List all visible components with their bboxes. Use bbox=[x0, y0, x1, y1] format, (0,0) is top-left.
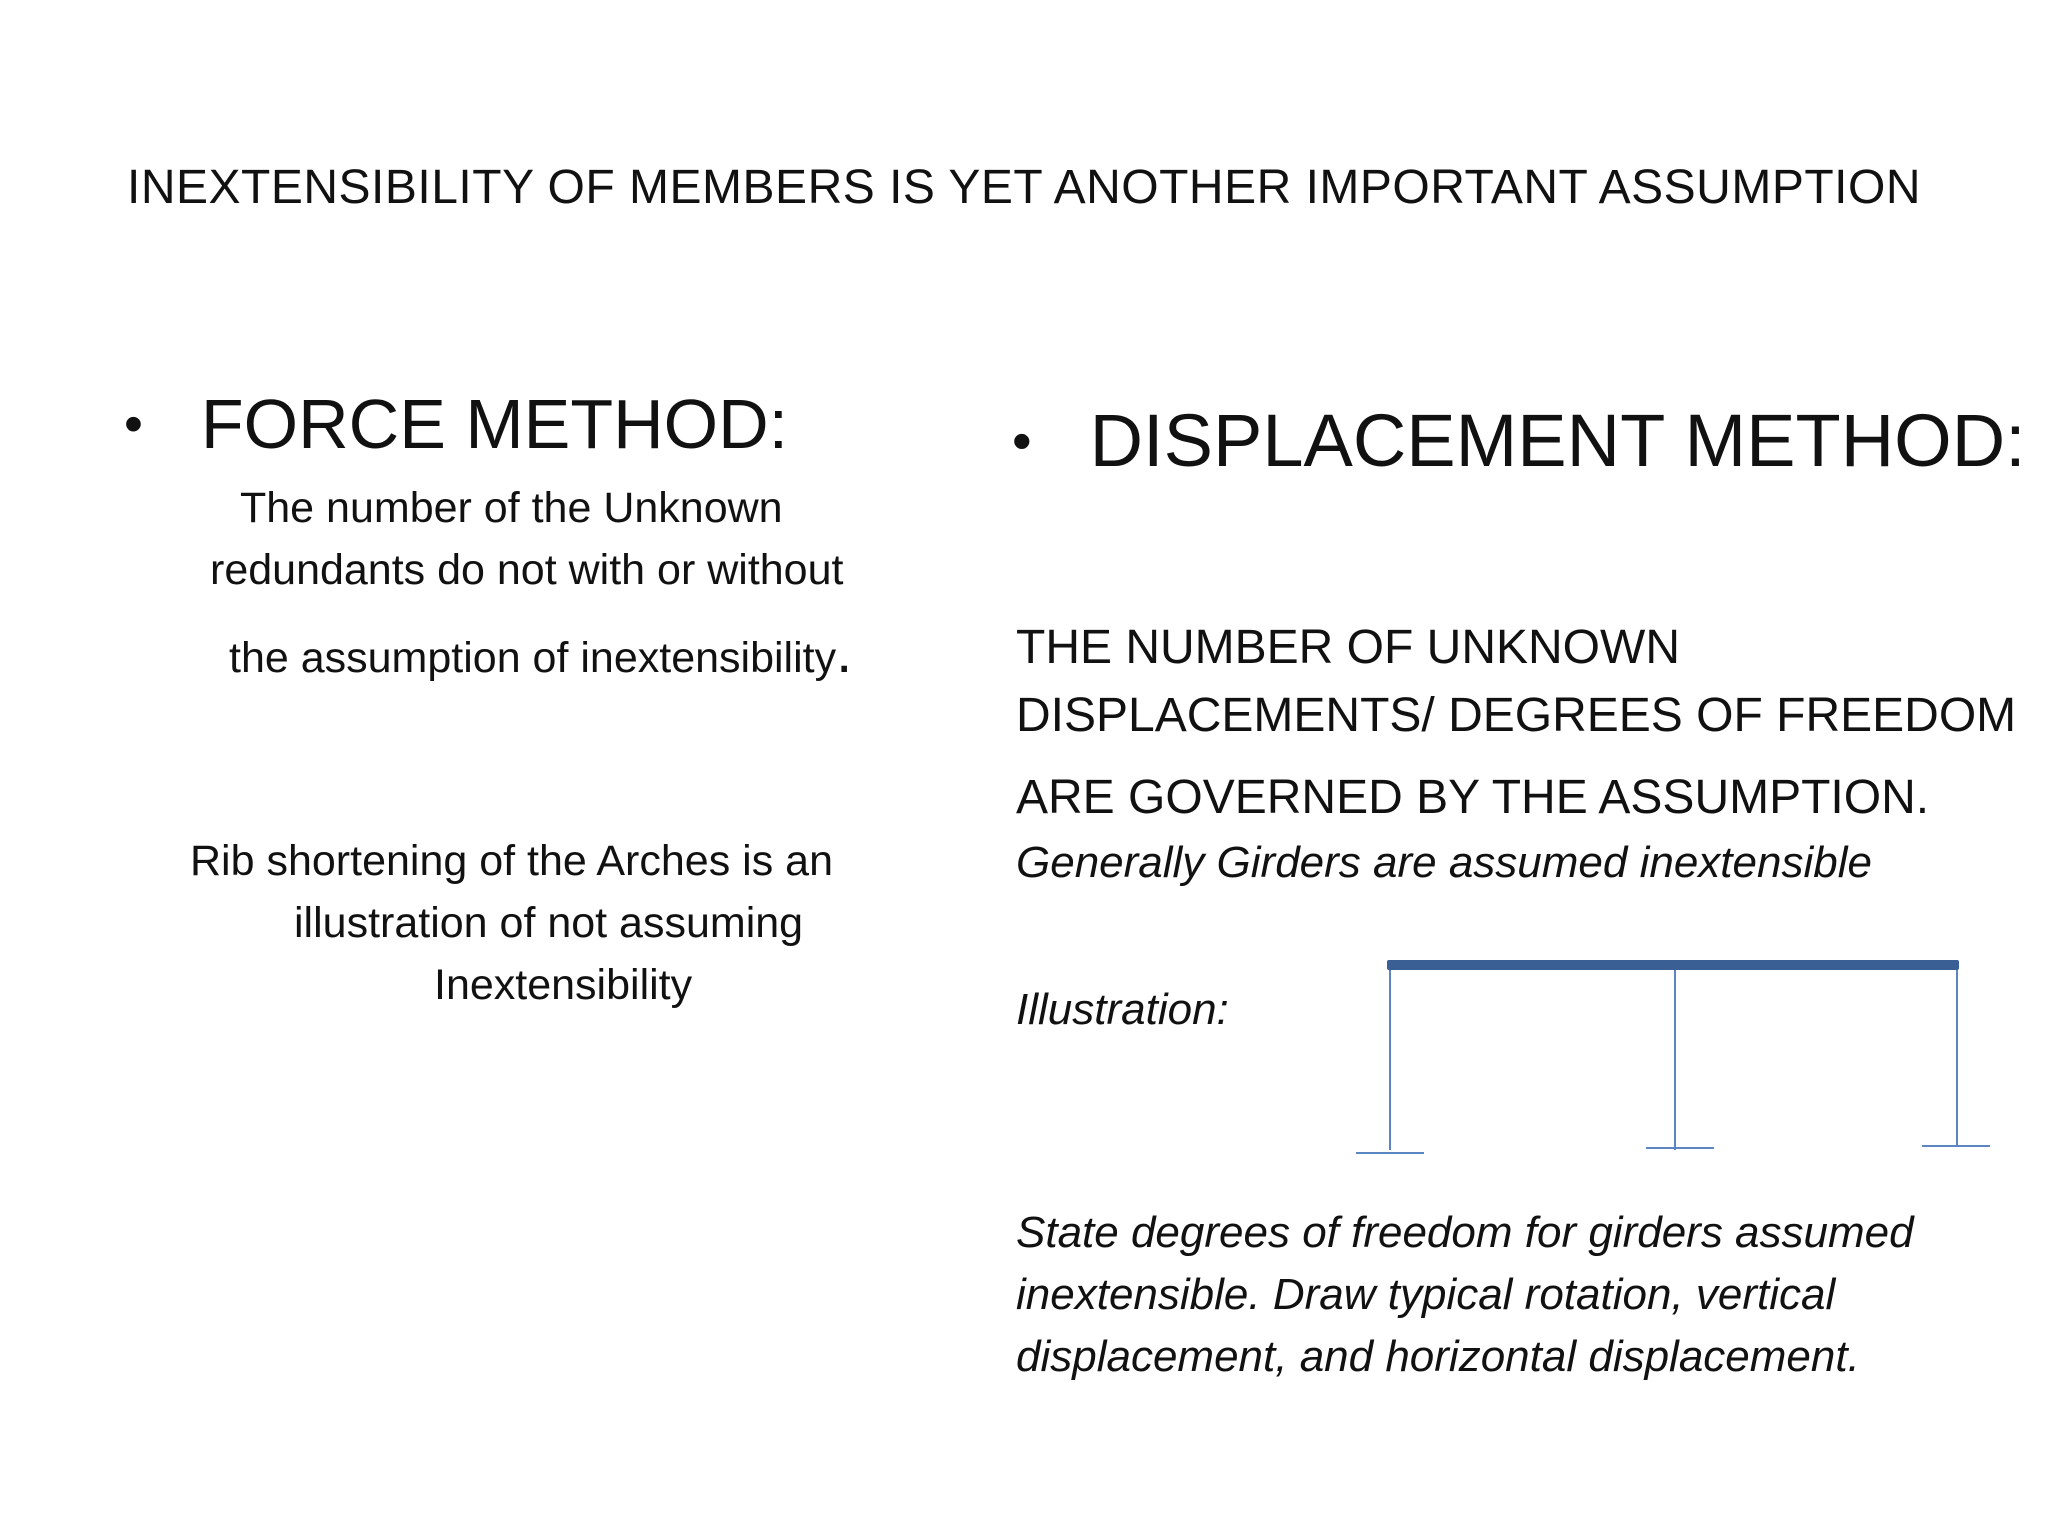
displacement-method-heading bbox=[1012, 398, 2026, 483]
girders-note: Generally Girders are assumed inextensible bbox=[1016, 838, 1872, 887]
force-method-line-2: redundants do not with or without bbox=[210, 546, 844, 594]
force-method-line-3 bbox=[208, 620, 968, 685]
girder-beam bbox=[1387, 960, 1959, 970]
portal-frame-diagram bbox=[1340, 950, 2000, 1170]
illustration-label: Illustration: bbox=[1016, 985, 1229, 1034]
bullet-icon: • bbox=[1012, 409, 1032, 472]
rib-shortening-paragraph bbox=[190, 830, 930, 1016]
force-method-line-1: The number of the Unknown bbox=[240, 484, 783, 532]
displacement-method-heading-text: DISPLACEMENT METHOD: bbox=[1089, 399, 2026, 482]
rib-shortening-line-1: Rib shortening of the Arches is an bbox=[190, 837, 833, 885]
displacement-body-line-1: THE NUMBER OF UNKNOWN bbox=[1016, 621, 1680, 674]
bullet-icon: • bbox=[124, 394, 143, 454]
force-method-heading bbox=[124, 384, 788, 464]
displacement-body-line-2: DISPLACEMENTS/ DEGREES OF FREEDOM bbox=[1016, 689, 2017, 742]
rib-shortening-line-2: illustration of not assuming bbox=[294, 899, 804, 947]
force-method-paragraph bbox=[208, 484, 968, 683]
task-line-1: State degrees of freedom for girders assumed bbox=[1016, 1208, 1914, 1257]
displacement-body-line-3: ARE GOVERNED BY THE ASSUMPTION. bbox=[1016, 771, 1930, 824]
force-method-line-3-period: . bbox=[836, 620, 853, 685]
force-method-heading-text: FORCE METHOD: bbox=[200, 385, 789, 463]
rib-shortening-line-3: Inextensibility bbox=[434, 961, 693, 1009]
task-line-2: inextensible. Draw typical rotation, vertical bbox=[1016, 1270, 1836, 1319]
slide-title: INEXTENSIBILITY OF MEMBERS IS YET ANOTHER IMPORTANT ASSUMPTION bbox=[126, 161, 1921, 214]
force-method-line-3-text: the assumption of inextensibility bbox=[229, 634, 837, 682]
task-line-3: displacement, and horizontal displacement. bbox=[1016, 1332, 1860, 1381]
